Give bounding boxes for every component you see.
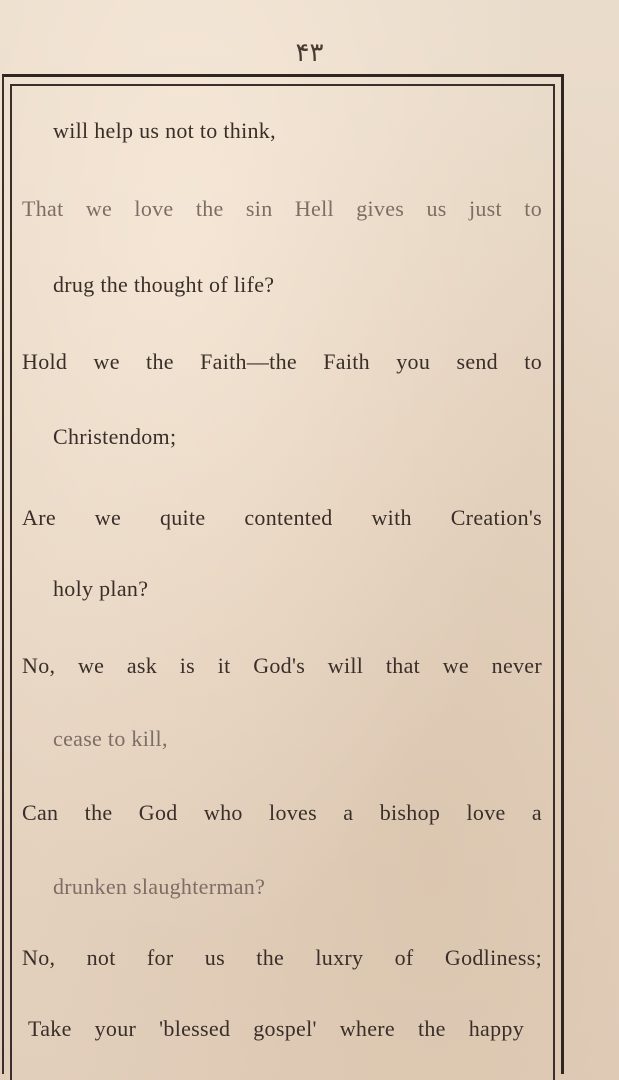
poem-line: Can the God who loves a bishop love a: [22, 800, 542, 825]
poem-line: Are we quite contented with Creation's: [22, 505, 542, 530]
poem-line: Christendom;: [53, 424, 177, 449]
poem-line: drunken slaughterman?: [53, 874, 266, 899]
poem-line: will help us not to think,: [53, 118, 276, 143]
poem-line: drug the thought of life?: [53, 272, 275, 297]
poem-line: No, we ask is it God's will that we never: [22, 653, 542, 678]
poem-line: Take your 'blessed gospel' where the happy: [28, 1016, 524, 1041]
poem-line: No, not for us the luxry of Godliness;: [22, 945, 542, 970]
poem-line: That we love the sin Hell gives us just to: [22, 196, 542, 221]
page-number: ۴۳: [295, 38, 324, 67]
poem-line: Hold we the Faith—the Faith you send to: [22, 349, 542, 374]
poem-line: cease to kill,: [53, 726, 168, 751]
poem-line: holy plan?: [53, 576, 149, 601]
